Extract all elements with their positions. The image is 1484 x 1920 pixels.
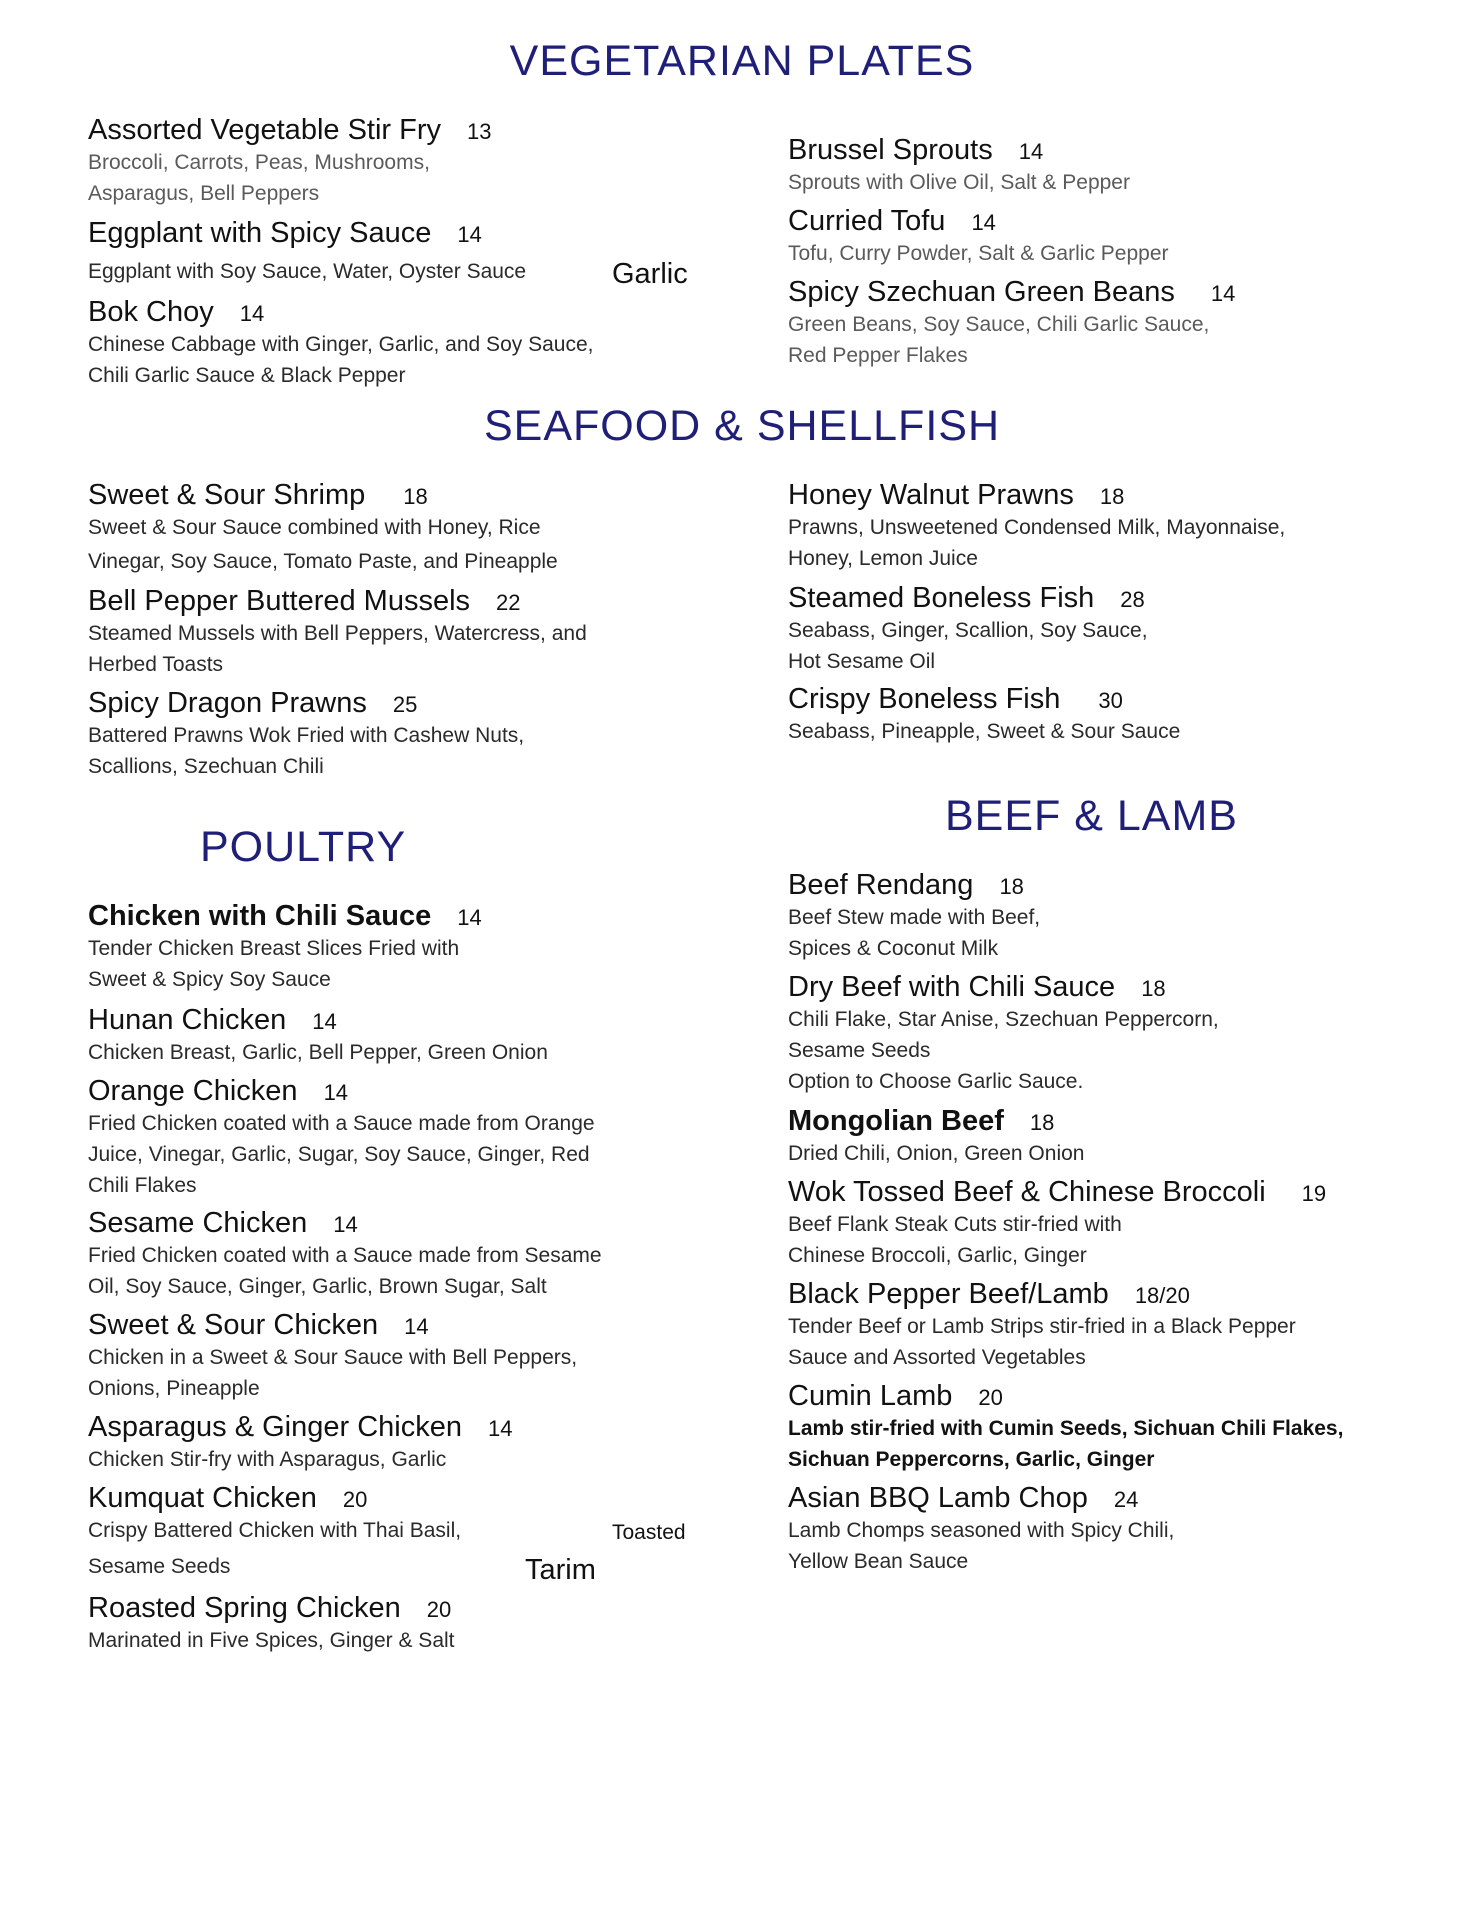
item-description: Broccoli, Carrots, Peas, Mushrooms, [88,150,430,174]
item-description: Chili Flake, Star Anise, Szechuan Peppercorn, [788,1007,1219,1031]
item-name: Dry Beef with Chili Sauce 18 [788,971,1166,1003]
item-name: Brussel Sprouts 14 [788,134,1044,166]
item-description: Fried Chicken coated with a Sauce made from Orange [88,1111,595,1135]
item-description: Juice, Vinegar, Garlic, Sugar, Soy Sauce, Ginger, Red [88,1142,590,1166]
section-title-vegetarian: VEGETARIAN PLATES [509,37,975,85]
item-description: Red Pepper Flakes [788,343,968,367]
item-price: 18 [403,484,428,509]
item-description: Sichuan Peppercorns, Garlic, Ginger [788,1447,1155,1471]
item-price: 14 [971,210,996,235]
item-price: 25 [392,692,418,717]
item-description: Sprouts with Olive Oil, Salt & Pepper [788,170,1130,194]
item-name: Mongolian Beef 18 [788,1105,1055,1137]
item-price: 18/20 [1134,1283,1190,1308]
item-name: Orange Chicken 14 [88,1075,349,1107]
item-description: Eggplant with Soy Sauce, Water, Oyster Sauce [88,259,527,283]
item-description: Oil, Soy Sauce, Ginger, Garlic, Brown Sugar, Salt [88,1274,547,1298]
menu-item [788,1177,1326,1271]
menu-item [788,1483,1174,1577]
item-description: Sesame Seeds [88,1554,231,1578]
item-description: Yellow Bean Sauce [788,1549,969,1573]
menu-item [788,972,1219,1097]
menu-item [88,688,524,782]
item-name: Wok Tossed Beef & Chinese Broccoli 19 [788,1176,1327,1208]
menu-item [88,1208,602,1302]
item-description: Beef Flank Steak Cuts stir-fried with [788,1212,1122,1236]
item-description: Vinegar, Soy Sauce, Tomato Paste, and Pineapple [88,549,558,573]
item-price: 14 [457,905,482,930]
item-name: Eggplant with Spicy Sauce 14 [88,217,482,249]
item-description: Chicken Stir-fry with Asparagus, Garlic [88,1447,447,1471]
item-name: Sweet & Sour Shrimp 18 [88,479,428,511]
item-name: Spicy Szechuan Green Beans 14 [788,276,1236,308]
item-description: Chinese Cabbage with Ginger, Garlic, and Soy Sauce, [88,332,594,356]
item-name: Chicken with Chili Sauce 14 [88,900,482,932]
item-description: Sauce and Assorted Vegetables [788,1345,1086,1369]
menu-item [88,218,526,287]
menu-item [788,870,1040,964]
item-description: Option to Choose Garlic Sauce. [788,1069,1084,1093]
item-description: Herbed Toasts [88,652,224,676]
item-name: Steamed Boneless Fish 28 [788,582,1145,614]
item-price: 19 [1301,1181,1327,1206]
section-title-beef-lamb: BEEF & LAMB [945,792,1238,840]
item-price: 18 [999,874,1024,899]
menu-item [88,1005,548,1068]
menu-item [88,297,593,391]
item-price: 20 [426,1597,452,1622]
item-name: Cumin Lamb 20 [788,1380,1003,1412]
item-description: Tender Chicken Breast Slices Fried with [88,936,460,960]
item-description: Hot Sesame Oil [788,649,936,673]
item-description: Prawns, Unsweetened Condensed Milk, Mayonnaise, [788,515,1286,539]
item-description: Sweet & Sour Sauce combined with Honey, Rice [88,515,541,539]
item-description: Sweet & Spicy Soy Sauce [88,967,331,991]
menu-item [788,206,1169,269]
item-description: Tofu, Curry Powder, Salt & Garlic Pepper [788,241,1169,265]
item-description: Sesame Seeds [788,1038,931,1062]
item-price: 20 [342,1487,368,1512]
item-description: Chinese Broccoli, Garlic, Ginger [788,1243,1087,1267]
item-description: Chicken Breast, Garlic, Bell Pepper, Green Onion [88,1040,548,1064]
section-title-seafood: SEAFOOD & SHELLFISH [483,402,1001,450]
item-description: Battered Prawns Wok Fried with Cashew Nuts, [88,723,525,747]
menu-item [788,1279,1296,1373]
item-name: Bell Pepper Buttered Mussels 22 [88,585,521,617]
menu-item [88,586,587,680]
item-price: 22 [496,590,521,615]
item-price: 30 [1098,688,1123,713]
item-description: Green Beans, Soy Sauce, Chili Garlic Sauce, [788,312,1210,336]
item-name: Kumquat Chicken 20 [88,1482,368,1514]
item-price: 18 [1099,484,1125,509]
item-price: 14 [312,1009,337,1034]
item-description: Beef Stew made with Beef, [788,905,1041,929]
item-description: Dried Chili, Onion, Green Onion [788,1141,1085,1165]
item-name: Sweet & Sour Chicken 14 [88,1309,429,1341]
item-price: 13 [467,119,492,144]
section-title-poultry: POULTRY [200,823,407,871]
item-description: Scallions, Szechuan Chili [88,754,324,778]
item-name: Asian BBQ Lamb Chop 24 [788,1482,1139,1514]
stray-text-garlic: Garlic [612,258,688,290]
item-name: Crispy Boneless Fish 30 [788,683,1123,715]
item-description: Spices & Coconut Milk [788,936,999,960]
item-name: Beef Rendang 18 [788,869,1024,901]
menu-item [788,583,1148,677]
menu-item [88,1076,595,1201]
item-description: Honey, Lemon Juice [788,546,978,570]
item-name: Assorted Vegetable Stir Fry 13 [88,114,492,146]
item-description: Lamb stir-fried with Cumin Seeds, Sichuan Chili Flakes, [788,1416,1344,1440]
item-price: 18 [1029,1110,1055,1135]
item-description: Seabass, Ginger, Scallion, Soy Sauce, [788,618,1148,642]
item-description: Chili Garlic Sauce & Black Pepper [88,363,406,387]
item-description: Fried Chicken coated with a Sauce made from Sesame [88,1243,602,1267]
item-description: Marinated in Five Spices, Ginger & Salt [88,1628,455,1652]
menu-item [88,901,482,995]
item-name: Bok Choy 14 [88,296,265,328]
menu-item [88,1483,461,1582]
item-name: Asparagus & Ginger Chicken 14 [88,1411,513,1443]
item-price: 14 [333,1212,358,1237]
menu-item [88,1593,455,1656]
item-description: Tender Beef or Lamb Strips stir-fried in a Black Pepper [788,1314,1296,1338]
item-price: 14 [1210,281,1236,306]
item-price: 14 [457,222,482,247]
item-price: 14 [323,1080,349,1105]
item-name: Spicy Dragon Prawns 25 [88,687,418,719]
stray-text-toasted: Toasted [612,1521,686,1544]
item-description: Seabass, Pineapple, Sweet & Sour Sauce [788,719,1181,743]
item-price: 28 [1120,587,1145,612]
item-description: Chili Flakes [88,1173,197,1197]
item-price: 14 [239,301,265,326]
item-name: Curried Tofu 14 [788,205,996,237]
item-price: 14 [1018,139,1044,164]
item-price: 14 [404,1314,429,1339]
stray-text-tarim: Tarim [525,1554,596,1586]
item-name: Hunan Chicken 14 [88,1004,337,1036]
item-name: Roasted Spring Chicken 20 [88,1592,452,1624]
item-description: Lamb Chomps seasoned with Spicy Chili, [788,1518,1175,1542]
item-description: Steamed Mussels with Bell Peppers, Watercress, and [88,621,587,645]
item-price: 14 [487,1416,513,1441]
menu-item [88,1310,577,1404]
menu-item [788,1106,1084,1169]
menu-item [788,1381,1343,1475]
menu-item [788,135,1130,198]
item-name: Sesame Chicken 14 [88,1207,358,1239]
menu-item [88,1412,512,1475]
item-description: Chicken in a Sweet & Sour Sauce with Bell Peppers, [88,1345,578,1369]
menu-item [788,480,1285,574]
menu-item [788,684,1180,747]
menu-item [788,277,1235,371]
item-name: Black Pepper Beef/Lamb 18/20 [788,1278,1190,1310]
item-price: 20 [978,1385,1003,1410]
menu-item [88,480,558,577]
item-description: Onions, Pineapple [88,1376,260,1400]
item-price: 18 [1141,976,1166,1001]
menu-item [88,115,491,209]
item-price: 24 [1113,1487,1139,1512]
item-description: Asparagus, Bell Peppers [88,181,320,205]
item-description: Crispy Battered Chicken with Thai Basil, [88,1518,462,1542]
item-name: Honey Walnut Prawns 18 [788,479,1125,511]
